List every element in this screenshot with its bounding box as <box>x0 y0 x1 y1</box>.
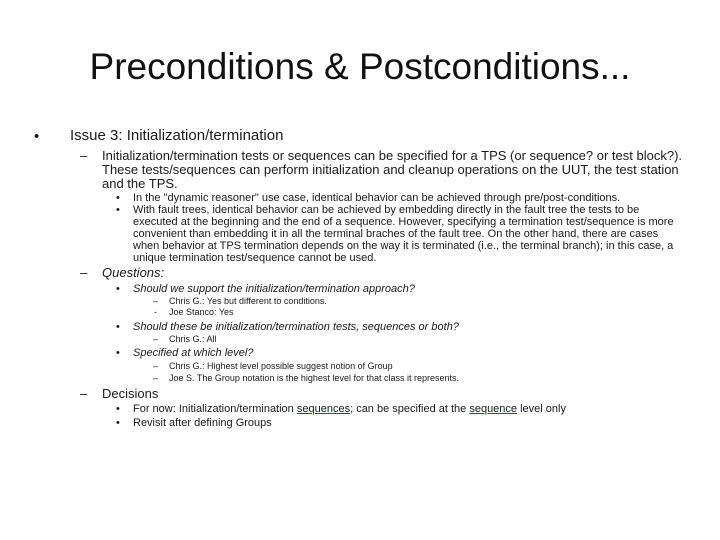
bullet-dot: • <box>116 347 120 359</box>
bullet-dash: – <box>153 361 159 371</box>
bullet-dot: • <box>116 321 120 333</box>
questions-heading: Questions: <box>102 265 165 280</box>
answer-item: Joe Stanco: Yes <box>169 307 234 317</box>
bullet-dot: • <box>116 204 120 216</box>
question-item: Should we support the initialization/termination approach? <box>133 283 415 295</box>
answer-item: Joe S. The Group notation is the highest level for that class it represents. <box>169 373 459 383</box>
bullet-dot: • <box>116 417 120 429</box>
bullet-dot: • <box>116 283 120 295</box>
slide-title: Preconditions & Postconditions... <box>89 46 631 87</box>
decision-item <box>133 403 693 415</box>
question-item: Specified at which level? <box>133 347 254 359</box>
question-item: Should these be initialization/termination tests, sequences or both? <box>133 321 459 333</box>
bullet-dash: – <box>80 386 88 401</box>
answer-item: Chris G.: Highest level possible suggest notion of Group <box>169 361 393 371</box>
bullet-dot: • <box>116 192 120 204</box>
note-fault-trees: With fault trees, identical behavior can be achieved by embedding directly in the fault tree the tests to be executed at the beginning and the end of a sequence. However, specifying a termination test/sequence is more convenient than embedding it in all the terminal braches of the fault tree. On the other hand, there are cases when behavior at TPS termination depends on the way it is terminated (i.e., the terminal branch); in this case, a unique termination test/sequence cannot be used. <box>133 204 674 264</box>
bullet-dash: – <box>80 148 88 163</box>
bullet-dash: – <box>153 373 159 383</box>
decisions-heading: Decisions <box>102 386 159 401</box>
decision-item: Revisit after defining Groups <box>133 417 272 429</box>
bullet-dot: • <box>116 403 120 415</box>
answer-item: Chris G.: Yes but different to conditions. <box>169 296 327 306</box>
decision-middle: ; can be specified at the <box>350 403 470 415</box>
issue-description: Initialization/termination tests or sequences can be specified for a TPS (or sequence? or test block?). These tests/sequences can perform initialization and cleanup operations on the UUT, the test station and the TPS. <box>102 148 683 191</box>
issue-heading: Issue 3: Initialization/termination <box>70 127 284 144</box>
decision-suffix: level only <box>517 403 566 415</box>
sequences-link[interactable]: sequences <box>296 403 351 415</box>
sequence-link[interactable]: sequence <box>469 403 518 415</box>
bullet-dash: – <box>153 296 159 306</box>
bullet-dot: • <box>34 128 40 145</box>
decision-prefix: For now: Initialization/termination <box>133 403 297 415</box>
note-dynamic-reasoner: In the "dynamic reasoner" use case, identical behavior can be achieved through pre/post-conditions. <box>133 192 621 204</box>
bullet-dash: – <box>80 265 88 280</box>
bullet-dash: – <box>153 334 159 344</box>
answer-item: Chris G.: All <box>169 334 217 344</box>
bullet-hyphen: - <box>154 307 157 317</box>
